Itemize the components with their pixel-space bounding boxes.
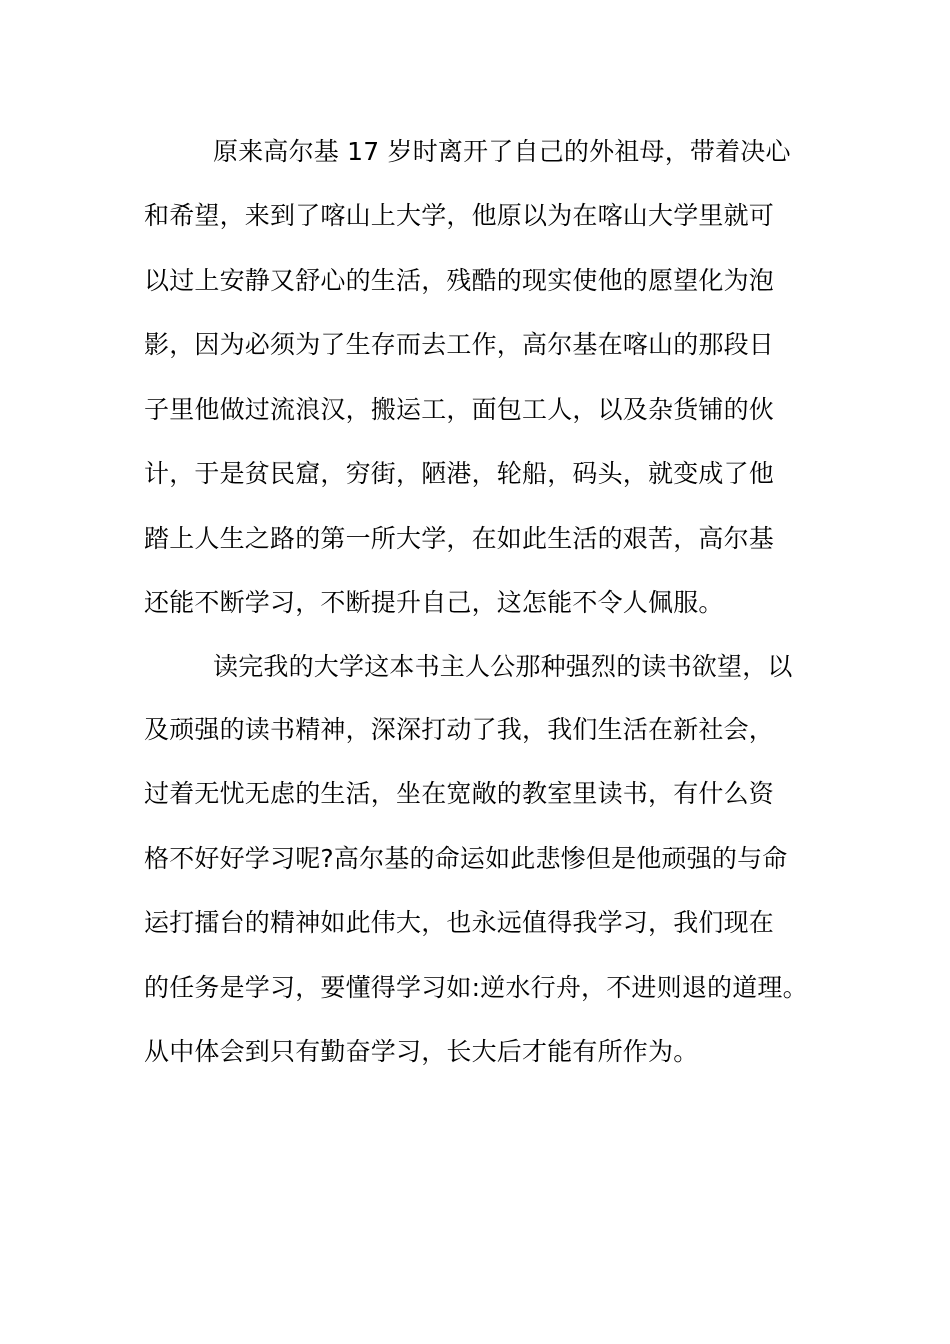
text-line: 的任务是学习，要懂得学习如:逆水行舟，不进则退的道理。 [144,973,808,1002]
text-line: 影，因为必须为了生存而去工作，高尔基在喀山的那段日 [144,330,775,359]
text-line: 踏上人生之路的第一所大学，在如此生活的艰苦，高尔基 [144,524,775,553]
text-line: 和希望，来到了喀山上大学，他原以为在喀山大学里就可 [144,201,775,230]
text-line: 过着无忧无虑的生活，坐在宽敞的教室里读书，有什么资 [144,779,775,808]
text-line: 子里他做过流浪汉，搬运工，面包工人，以及杂货铺的伙 [144,395,775,424]
text-line: 以过上安静又舒心的生活，残酷的现实使他的愿望化为泡 [144,266,775,295]
text-line: 格不好好学习呢?高尔基的命运如此悲惨但是他顽强的与命 [144,844,788,873]
text-line: 运打擂台的精神如此伟大，也永远值得我学习，我们现在 [144,908,775,937]
text-line: 计，于是贫民窟，穷街，陋港，轮船，码头，就变成了他 [144,459,775,488]
text-line: 还能不断学习，不断提升自己，这怎能不令人佩服。 [144,588,724,617]
text-line: 及顽强的读书精神，深深打动了我，我们生活在新社会， [144,715,775,744]
text-line: 从中体会到只有勤奋学习，长大后才能有所作为。 [144,1037,699,1066]
text-line: 读完我的大学这本书主人公那种强烈的读书欲望，以 [213,652,793,681]
text-line: 原来高尔基 17 岁时离开了自己的外祖母，带着决心 [213,137,791,166]
